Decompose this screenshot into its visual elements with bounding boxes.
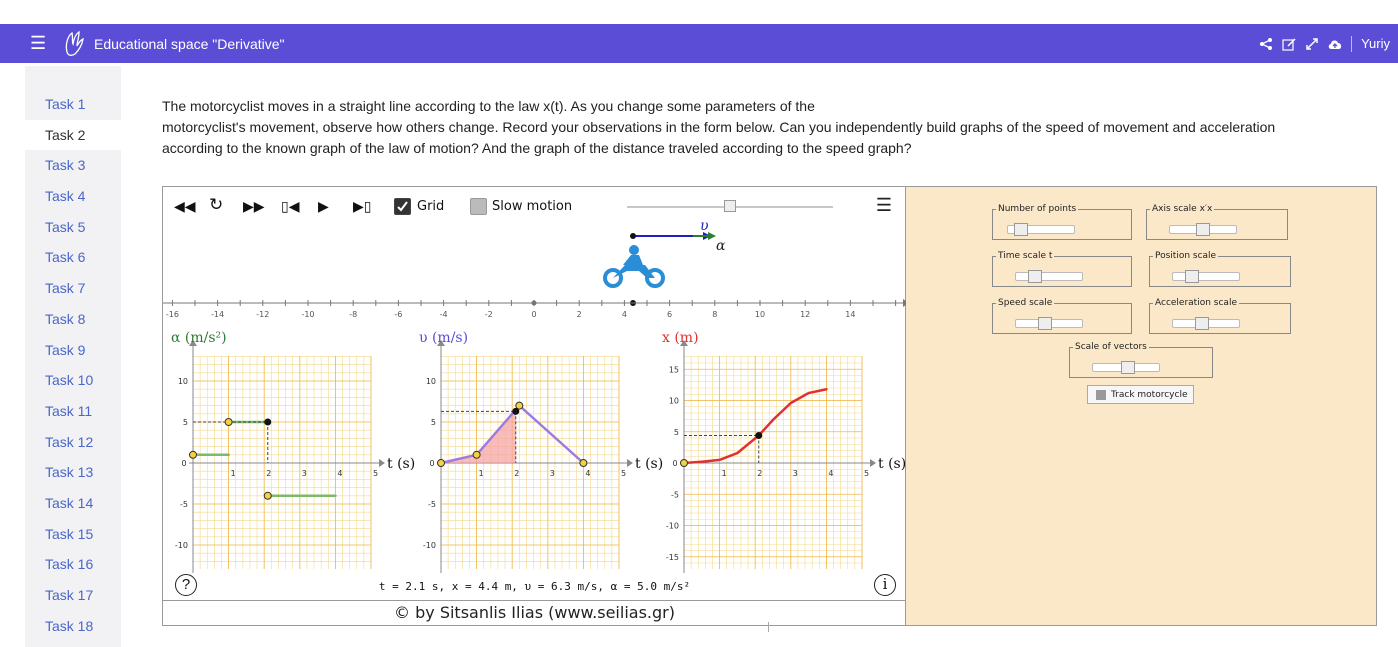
control-point <box>264 492 271 499</box>
grid-label: Grid <box>417 199 445 214</box>
motorcycle-icon[interactable] <box>605 245 663 286</box>
simulation-panel <box>163 187 906 625</box>
share-icon[interactable] <box>1259 37 1273 51</box>
current-point <box>264 419 271 426</box>
x-tick-label: 1 <box>721 469 727 478</box>
t-axis-arrow <box>870 459 876 467</box>
position-scale-label: Position scale <box>1155 251 1217 261</box>
axis-scale-slider[interactable] <box>1169 225 1237 234</box>
y-tick-label: -10 <box>174 541 188 550</box>
number-of-points-group <box>992 204 1132 240</box>
x-tick-label: 5 <box>621 469 627 478</box>
slider-thumb[interactable] <box>1014 223 1028 236</box>
position-scale-slider[interactable] <box>1172 272 1240 281</box>
current-point <box>512 408 519 415</box>
fullscreen-icon[interactable] <box>1305 37 1319 51</box>
slider-thumb[interactable] <box>1028 270 1042 283</box>
x-tick-label: 1 <box>478 469 484 478</box>
x-tick-label: 4 <box>828 469 834 478</box>
axis-tick-label: 6 <box>667 310 673 319</box>
y-tick-label: -10 <box>665 521 679 531</box>
x-tick-label: 1 <box>230 469 236 478</box>
position-graph <box>662 330 906 573</box>
axis-tick-label: 4 <box>621 310 627 319</box>
rewind-button[interactable]: ◀◀ <box>174 198 196 214</box>
scale-of-vectors-slider[interactable] <box>1092 363 1160 372</box>
acceleration-scale-slider[interactable] <box>1172 319 1240 328</box>
track-checkbox[interactable] <box>1096 390 1106 400</box>
user-name[interactable]: Yuriy <box>1361 36 1390 51</box>
y-tick-label: -15 <box>665 552 679 562</box>
time-scale-slider[interactable] <box>1015 272 1083 281</box>
y-tick-label: 0 <box>672 459 678 468</box>
x-tick-label: 3 <box>301 469 307 478</box>
y-tick-label: 5 <box>673 427 679 437</box>
intro-line: according to the known graph of the law of motion? And the graph of the distance traveled according to the speed graph? <box>162 140 912 156</box>
axis-tick-label: 12 <box>800 310 811 319</box>
axis-tick-label: 14 <box>845 310 856 319</box>
intro-line: The motorcyclist moves in a straight line according to the law x(t). As you change some parameters of the <box>162 98 815 114</box>
speed-scale-label: Speed scale <box>998 298 1053 308</box>
slider-thumb[interactable] <box>1196 223 1210 236</box>
help-button[interactable]: ? <box>175 574 197 596</box>
t-axis-arrow <box>379 459 385 467</box>
sidebar-item-task-12[interactable]: Task 12 <box>45 433 94 450</box>
axis-tick-label: 10 <box>754 310 766 319</box>
y-tick-label: -5 <box>428 500 436 509</box>
axis-scale-group <box>1146 204 1288 240</box>
axis-tick-label: -8 <box>349 310 358 319</box>
t-axis-arrow <box>627 459 633 467</box>
acceleration-label: α <box>716 238 726 254</box>
step-forward-button[interactable]: ▶▯ <box>353 198 372 214</box>
copyright: © by Sitsanlis Ilias (www.seilias.gr) <box>163 600 906 625</box>
sidebar-item-task-7[interactable]: Task 7 <box>45 280 86 297</box>
slow-motion-label: Slow motion <box>492 199 573 214</box>
x-tick-label: 2 <box>266 469 272 478</box>
info-button[interactable]: i <box>874 574 896 596</box>
simulation-canvas <box>163 187 906 582</box>
y-tick-label: 15 <box>668 365 679 375</box>
sidebar-item-task-5[interactable]: Task 5 <box>45 218 86 235</box>
status-readout: t = 2.1 s, x = 4.4 m, υ = 6.3 m/s, α = 5.0 m/s² <box>378 580 691 593</box>
control-point <box>438 460 445 467</box>
graph-title: x (m) <box>662 330 699 346</box>
control-point <box>190 451 197 458</box>
control-point <box>580 460 587 467</box>
speed-scale-group <box>992 298 1132 334</box>
x-tick-label: 4 <box>337 469 343 478</box>
fast-forward-button[interactable]: ▶▶ <box>243 198 265 214</box>
graph-title: υ (m/s) <box>419 330 469 346</box>
y-tick-label: -10 <box>422 541 436 550</box>
sidebar-item-task-18[interactable]: Task 18 <box>45 617 94 634</box>
divider <box>768 622 769 632</box>
restart-icon[interactable]: ↻ <box>209 195 224 214</box>
number-of-points-label: Number of points <box>998 204 1077 214</box>
axis-tick-label: -12 <box>256 310 270 319</box>
slider-thumb[interactable] <box>1121 361 1135 374</box>
sidebar-item-task-2[interactable]: Task 2 <box>25 120 121 151</box>
position-axis <box>163 299 906 319</box>
step-back-button[interactable]: ▯◀ <box>281 198 300 214</box>
sidebar-item-task-8[interactable]: Task 8 <box>45 310 86 327</box>
sidebar-item-task-17[interactable]: Task 17 <box>45 587 94 603</box>
track-motorcycle-label: Track motorcycle <box>1111 389 1188 400</box>
sidebar-item-task-1[interactable]: Task 1 <box>45 96 86 112</box>
sidebar-item-task-16[interactable]: Task 16 <box>45 556 94 573</box>
graph-t-label: t (s) <box>878 456 906 472</box>
graph-t-label: t (s) <box>635 456 664 472</box>
y-tick-label: 5 <box>430 418 436 427</box>
axis-tick-label: 8 <box>712 310 718 319</box>
control-point <box>473 451 480 458</box>
slider-thumb[interactable] <box>1195 317 1209 330</box>
sidebar-item-task-9[interactable]: Task 9 <box>45 341 86 358</box>
axis-tick-label: -16 <box>165 310 179 319</box>
x-tick-label: 3 <box>549 469 555 478</box>
control-panel <box>906 187 1376 625</box>
intro-line: motorcyclist's movement, observe how others change. Record your observations in the form below. Can you independently build graphs of the speed of movement and acceleration <box>162 119 1276 135</box>
slider-thumb[interactable] <box>1038 317 1052 330</box>
y-tick-label: 10 <box>668 396 679 406</box>
x-tick-label: 5 <box>373 469 379 478</box>
current-point <box>755 432 762 439</box>
acceleration-graph <box>171 330 415 573</box>
sidebar-item-task-4[interactable]: Task 4 <box>45 188 86 205</box>
scale-of-vectors-group <box>1069 342 1213 378</box>
task-sidebar <box>25 66 121 647</box>
sim-menu-icon[interactable]: ☰ <box>875 195 892 215</box>
y-tick-label: -5 <box>180 500 188 509</box>
axis-tick-label: -2 <box>484 310 493 319</box>
divider <box>1351 36 1352 52</box>
track-motorcycle-button[interactable] <box>1087 385 1194 404</box>
scale-of-vectors-label: Scale of vectors <box>1075 342 1147 352</box>
intro-text <box>162 96 1362 159</box>
sidebar-item-task-6[interactable]: Task 6 <box>45 249 86 266</box>
sidebar-item-task-10[interactable]: Task 10 <box>45 372 94 389</box>
acceleration-arrowhead <box>708 232 716 240</box>
slider-thumb[interactable] <box>1185 270 1199 283</box>
axis-origin <box>532 301 537 306</box>
graph-title: α (m/s²) <box>171 330 227 346</box>
hand-logo-icon <box>62 30 86 58</box>
cloud-upload-icon[interactable] <box>1328 37 1342 51</box>
sidebar-item-task-15[interactable]: Task 15 <box>45 525 94 542</box>
axis-tick-label: 0 <box>531 310 537 319</box>
time-scale-group <box>992 251 1132 287</box>
axis-scale-label: Axis scale x′x <box>1152 204 1213 214</box>
axis-tick-label: -6 <box>394 310 403 319</box>
vector-origin <box>630 233 636 239</box>
app-title: Educational space "Derivative" <box>94 35 285 52</box>
axis-tick-label: -14 <box>211 310 225 319</box>
sidebar-item-task-3[interactable]: Task 3 <box>45 157 86 174</box>
top-bar-left <box>30 24 284 63</box>
number-of-points-slider[interactable] <box>1007 225 1075 234</box>
speed-scale-slider[interactable] <box>1015 319 1083 328</box>
top-bar <box>0 24 1398 63</box>
graph-t-label: t (s) <box>387 456 416 472</box>
x-tick-label: 4 <box>585 469 591 478</box>
control-point <box>681 460 688 467</box>
axis-tick-label: -10 <box>301 310 315 319</box>
axis-tick-label: 2 <box>576 310 582 319</box>
velocity-graph <box>419 330 663 573</box>
hamburger-menu-icon[interactable]: ☰ <box>30 33 47 53</box>
x-tick-label: 2 <box>757 469 763 478</box>
time-scale-label: Time scale t <box>998 251 1053 261</box>
y-tick-label: 10 <box>177 377 188 386</box>
y-tick-label: 0 <box>181 459 187 468</box>
y-tick-label: -5 <box>671 490 679 500</box>
velocity-label: υ <box>700 218 709 234</box>
sidebar-item-task-14[interactable]: Task 14 <box>45 494 94 511</box>
top-bar-right <box>1259 24 1390 63</box>
axis-tick-label: -4 <box>439 310 448 319</box>
simulation-app <box>162 186 1377 626</box>
y-tick-label: 10 <box>425 377 436 386</box>
y-tick-label: 5 <box>182 418 188 427</box>
edit-icon[interactable] <box>1282 37 1296 51</box>
position-scale-group <box>1149 251 1291 287</box>
play-button[interactable]: ▶ <box>318 198 329 214</box>
x-tick-label: 2 <box>514 469 520 478</box>
acceleration-scale-label: Acceleration scale <box>1155 298 1237 308</box>
sidebar-item-task-11[interactable]: Task 11 <box>45 402 93 419</box>
control-point <box>225 419 232 426</box>
x-tick-label: 5 <box>864 469 870 478</box>
sidebar-item-task-13[interactable]: Task 13 <box>45 464 94 481</box>
x-tick-label: 3 <box>792 469 798 478</box>
y-tick-label: 0 <box>429 459 435 468</box>
acceleration-scale-group <box>1149 298 1291 334</box>
